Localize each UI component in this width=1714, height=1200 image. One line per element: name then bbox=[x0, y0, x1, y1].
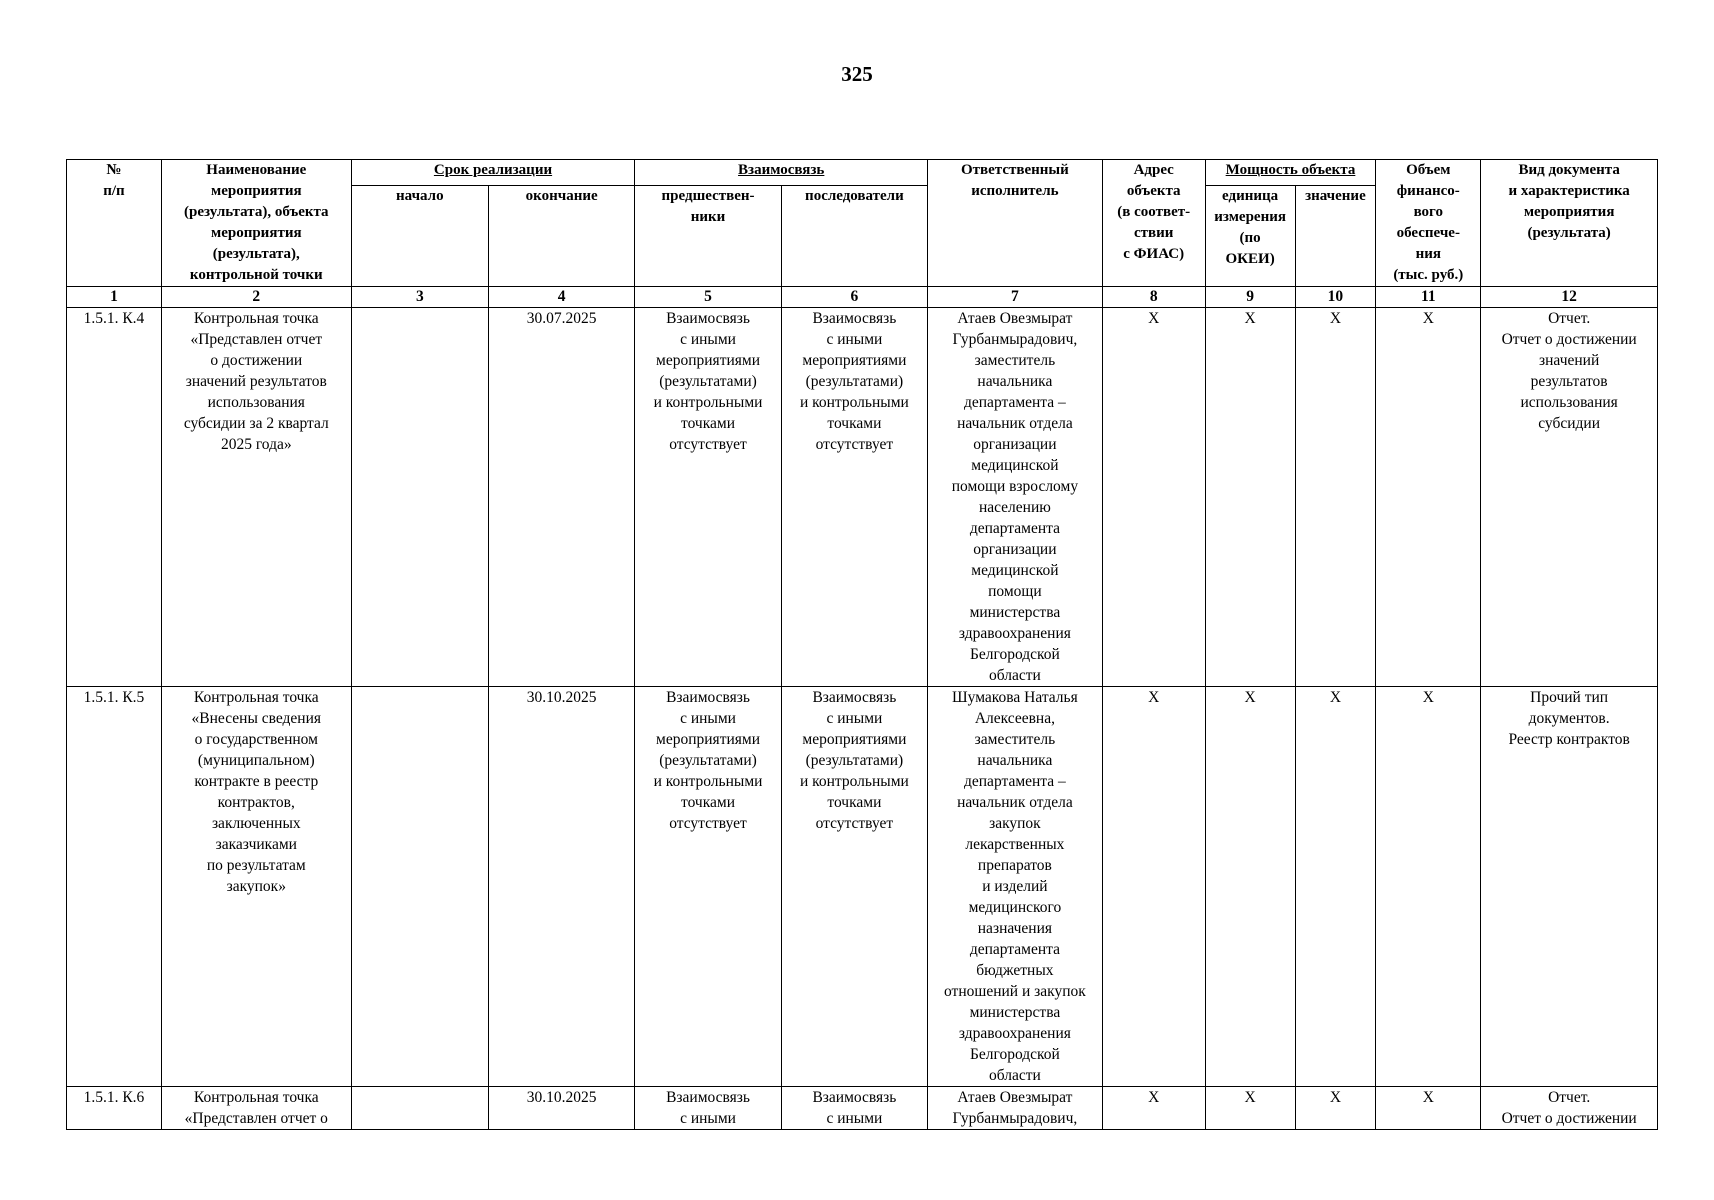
table-row bbox=[67, 1087, 1658, 1130]
row-successors: Взаимосвязь с иными мероприятиями (результатами) и контрольными точками отсутствует bbox=[781, 308, 927, 687]
row-responsible: Шумакова Наталья Алексеевна, заместитель начальника департамента – начальник отдела закупок лекарственных препаратов и изделий медицинского назначения департамента бюджетных отношений и закупок министерства здравоохранения Белгородской области bbox=[928, 687, 1103, 1087]
row-start bbox=[351, 308, 488, 687]
row-volume: X bbox=[1376, 1087, 1481, 1130]
header-link: Взаимосвязь bbox=[635, 160, 928, 186]
row-successors: Взаимосвязь с иными bbox=[781, 1087, 927, 1130]
row-volume: X bbox=[1376, 687, 1481, 1087]
header-start: начало bbox=[351, 186, 488, 287]
column-number: 3 bbox=[351, 287, 488, 308]
column-number: 6 bbox=[781, 287, 927, 308]
column-number: 12 bbox=[1481, 287, 1658, 308]
row-document: Прочий тип документов. Реестр контрактов bbox=[1481, 687, 1658, 1087]
row-address: X bbox=[1102, 687, 1205, 1087]
schedule-table bbox=[66, 159, 1658, 1130]
table-row bbox=[67, 308, 1658, 687]
row-name: Контрольная точка «Представлен отчет о достижении значений результатов использования субсидии за 2 квартал 2025 года» bbox=[161, 308, 351, 687]
header-period: Срок реализации bbox=[351, 160, 635, 186]
row-name: Контрольная точка «Представлен отчет о bbox=[161, 1087, 351, 1130]
row-start bbox=[351, 687, 488, 1087]
column-number-row bbox=[67, 287, 1658, 308]
header-document: Вид документа и характеристика мероприятия (результата) bbox=[1481, 160, 1658, 287]
column-number: 5 bbox=[635, 287, 781, 308]
row-unit: X bbox=[1205, 687, 1295, 1087]
row-predecessors: Взаимосвязь с иными bbox=[635, 1087, 781, 1130]
page-number: 325 bbox=[841, 62, 873, 86]
row-responsible: Атаев Овезмырат Гурбанмырадович, bbox=[928, 1087, 1103, 1130]
row-value: X bbox=[1295, 687, 1376, 1087]
row-responsible: Атаев Овезмырат Гурбанмырадович, заместитель начальника департамента – начальник отдела организации медицинской помощи взрослому населению департамента организации медицинской помощи министерства здравоохранения Белгородской области bbox=[928, 308, 1103, 687]
column-number: 4 bbox=[488, 287, 634, 308]
header-num: № п/п bbox=[67, 160, 162, 287]
header-capacity: Мощность объекта bbox=[1205, 160, 1376, 186]
row-end: 30.10.2025 bbox=[488, 687, 634, 1087]
row-end: 30.07.2025 bbox=[488, 308, 634, 687]
row-predecessors: Взаимосвязь с иными мероприятиями (результатами) и контрольными точками отсутствует bbox=[635, 687, 781, 1087]
column-number: 2 bbox=[161, 287, 351, 308]
column-number: 9 bbox=[1205, 287, 1295, 308]
header-address: Адрес объекта (в соответ- ствии с ФИАС) bbox=[1102, 160, 1205, 287]
row-document: Отчет. Отчет о достижении значений результатов использования субсидии bbox=[1481, 308, 1658, 687]
row-unit: X bbox=[1205, 308, 1295, 687]
row-volume: X bbox=[1376, 308, 1481, 687]
row-unit: X bbox=[1205, 1087, 1295, 1130]
row-value: X bbox=[1295, 308, 1376, 687]
column-number: 1 bbox=[67, 287, 162, 308]
row-address: X bbox=[1102, 308, 1205, 687]
column-number: 10 bbox=[1295, 287, 1376, 308]
column-number: 8 bbox=[1102, 287, 1205, 308]
header-successors: последователи bbox=[781, 186, 927, 287]
table-header bbox=[67, 160, 1658, 287]
row-num: 1.5.1. К.5 bbox=[67, 687, 162, 1087]
header-unit: единица измерения (по ОКЕИ) bbox=[1205, 186, 1295, 287]
column-number: 7 bbox=[928, 287, 1103, 308]
row-name: Контрольная точка «Внесены сведения о государственном (муниципальном) контракте в реестр контрактов, заключенных заказчиками по результатам закупок» bbox=[161, 687, 351, 1087]
row-predecessors: Взаимосвязь с иными мероприятиями (результатами) и контрольными точками отсутствует bbox=[635, 308, 781, 687]
row-end: 30.10.2025 bbox=[488, 1087, 634, 1130]
row-num: 1.5.1. К.6 bbox=[67, 1087, 162, 1130]
row-document: Отчет. Отчет о достижении bbox=[1481, 1087, 1658, 1130]
row-num: 1.5.1. К.4 bbox=[67, 308, 162, 687]
header-value: значение bbox=[1295, 186, 1376, 287]
row-value: X bbox=[1295, 1087, 1376, 1130]
header-predecessors: предшествен- ники bbox=[635, 186, 781, 287]
row-successors: Взаимосвязь с иными мероприятиями (результатами) и контрольными точками отсутствует bbox=[781, 687, 927, 1087]
column-number: 11 bbox=[1376, 287, 1481, 308]
row-start bbox=[351, 1087, 488, 1130]
header-end: окончание bbox=[488, 186, 634, 287]
header-responsible: Ответственный исполнитель bbox=[928, 160, 1103, 287]
header-volume: Объем финансо- вого обеспече- ния (тыс. руб.) bbox=[1376, 160, 1481, 287]
row-address: X bbox=[1102, 1087, 1205, 1130]
header-name: Наименование мероприятия (результата), объекта мероприятия (результата), контрольной точки bbox=[161, 160, 351, 287]
table-row bbox=[67, 687, 1658, 1087]
